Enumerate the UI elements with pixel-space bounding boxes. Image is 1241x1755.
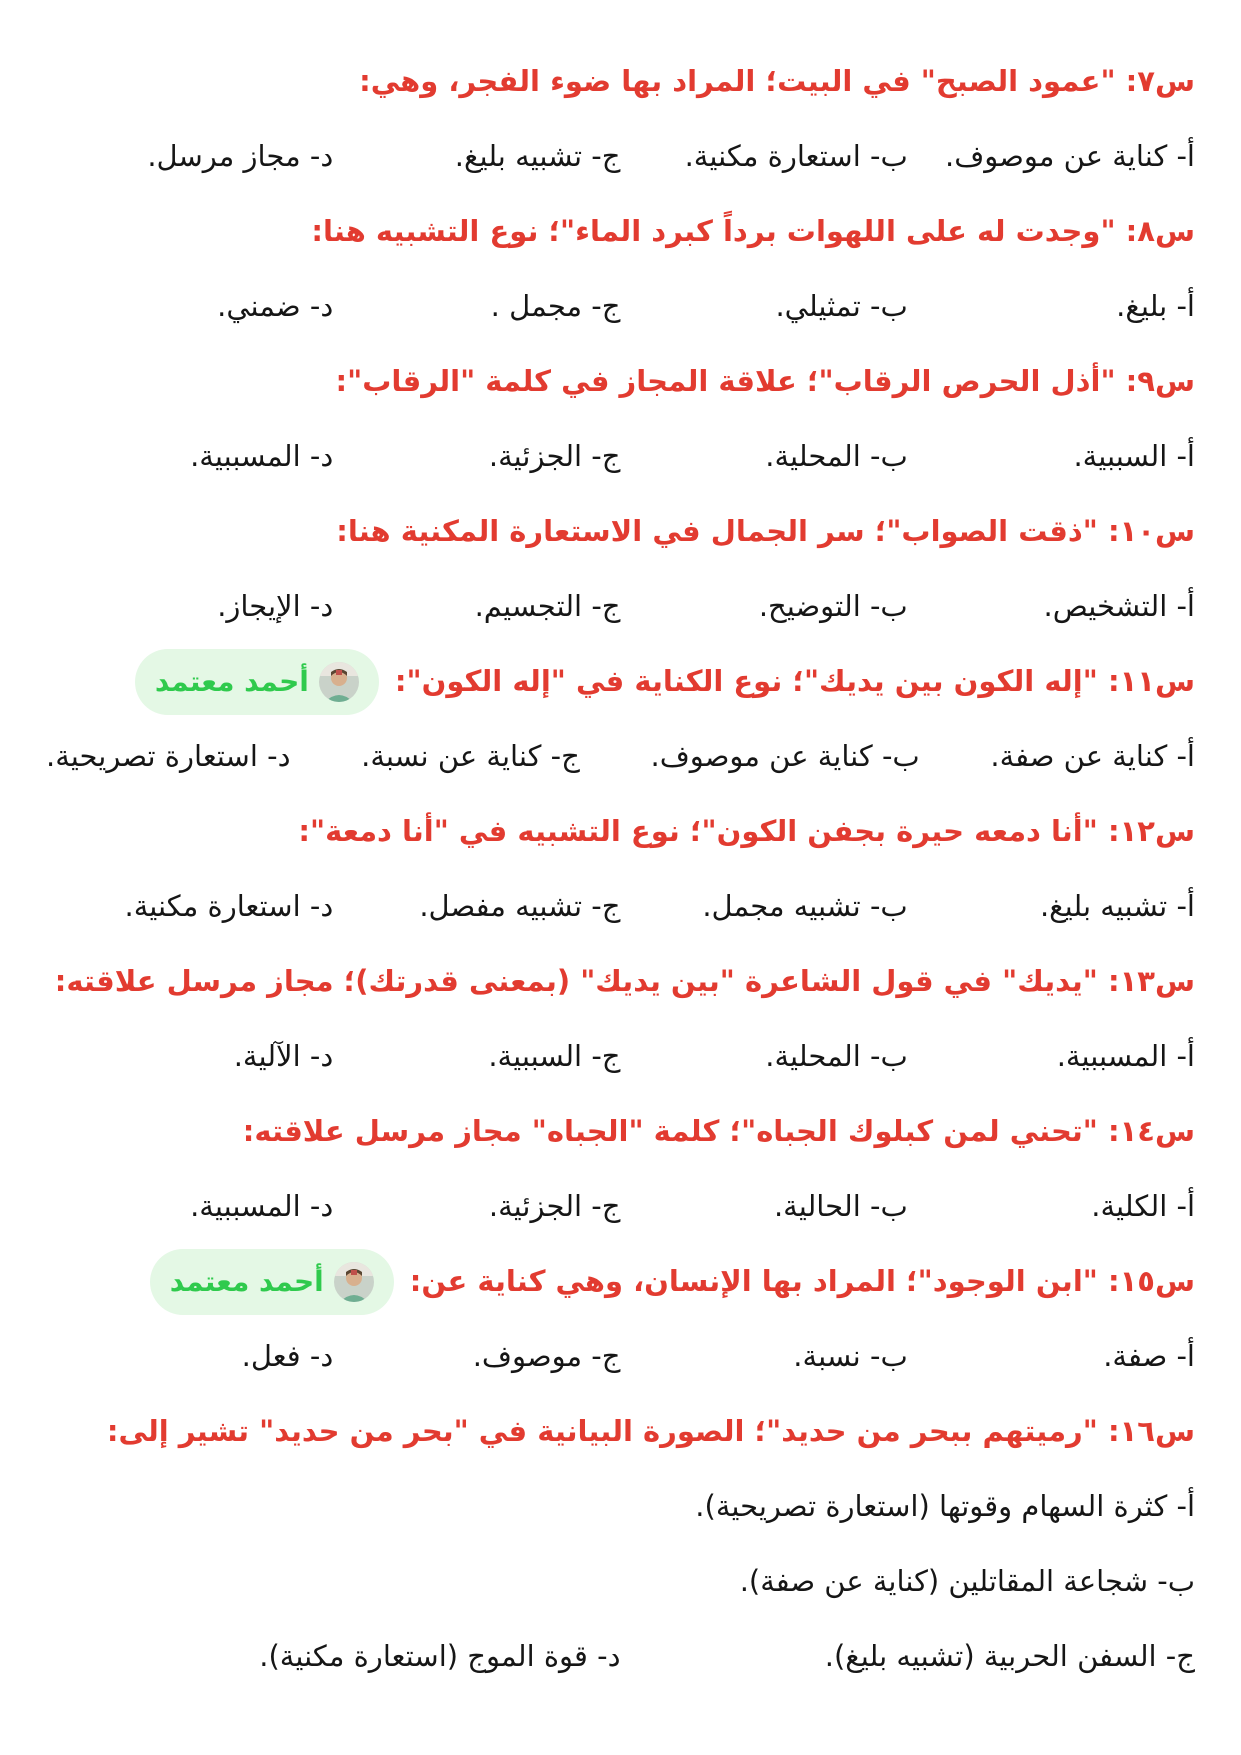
question-block-11 — [46, 644, 1195, 794]
option-d: د- استعارة تصريحية. — [46, 738, 291, 773]
options-row — [46, 269, 1195, 344]
options-row — [46, 119, 1195, 194]
options-row — [46, 1469, 1195, 1544]
person-avatar-icon — [319, 662, 359, 702]
options-row — [46, 1169, 1195, 1244]
question-heading: س١٢: "أنا دمعه حيرة بجفن الكون"؛ نوع التشبيه في "أنا دمعة": — [298, 813, 1195, 848]
question-heading: س١٣: "يديك" في قول الشاعرة "بين يديك" (بمعنى قدرتك)؛ مجاز مرسل علاقته: — [54, 963, 1195, 998]
approved-badge-label: أحمد معتمد — [169, 1264, 324, 1298]
option-a: أ- صفة. — [1103, 1338, 1195, 1373]
option-c: ج- تشبيه بليغ. — [454, 138, 621, 173]
question-block-15 — [46, 1244, 1195, 1394]
options-row — [46, 1019, 1195, 1094]
option-c: ج- مجمل . — [490, 288, 621, 323]
option-a: أ- بليغ. — [1116, 288, 1195, 323]
option-d: د- استعارة مكنية. — [124, 888, 334, 923]
options-row — [46, 719, 1195, 794]
option-d: د- المسببية. — [190, 438, 334, 473]
option-c: ج- التجسيم. — [474, 588, 621, 623]
options-row — [46, 1619, 1195, 1694]
option-b: ب- المحلية. — [765, 438, 908, 473]
option-a: أ- كناية عن موصوف. — [945, 138, 1195, 173]
option-d: د- المسببية. — [190, 1188, 334, 1223]
question-heading: س١٠: "ذقت الصواب"؛ سر الجمال في الاستعارة المكنية هنا: — [336, 513, 1195, 548]
question-heading: س٩: "أذل الحرص الرقاب"؛ علاقة المجاز في كلمة "الرقاب": — [335, 363, 1195, 398]
option-d: د- الإيجاز. — [217, 588, 334, 623]
option-d: د- قوة الموج (استعارة مكنية). — [259, 1638, 621, 1673]
option-b: ب- استعارة مكنية. — [684, 138, 908, 173]
option-b: ب- كناية عن موصوف. — [650, 738, 920, 773]
question-block-10 — [46, 494, 1195, 644]
approved-badge — [150, 1249, 394, 1315]
approved-badge-label: أحمد معتمد — [154, 664, 309, 698]
option-a: أ- المسببية. — [1056, 1038, 1195, 1073]
option-d: د- مجاز مرسل. — [147, 138, 334, 173]
option-a: أ- التشخيص. — [1043, 588, 1195, 623]
question-heading: س١٥: "ابن الوجود"؛ المراد بها الإنسان، وهي كناية عن: — [409, 1263, 1195, 1298]
option-b: ب- شجاعة المقاتلين (كناية عن صفة). — [739, 1563, 1195, 1598]
question-block-9 — [46, 344, 1195, 494]
option-d: د- فعل. — [241, 1338, 334, 1373]
question-heading: س١١: "إله الكون بين يديك"؛ نوع الكناية في "إله الكون": — [394, 663, 1195, 698]
question-heading: س٧: "عمود الصبح" في البيت؛ المراد بها ضوء الفجر، وهي: — [359, 63, 1195, 98]
option-b: ب- المحلية. — [765, 1038, 908, 1073]
option-b: ب- الحالية. — [773, 1188, 908, 1223]
option-b: ب- التوضيح. — [758, 588, 908, 623]
question-heading: س١٦: "رميتهم ببحر من حديد"؛ الصورة البيانية في "بحر من حديد" تشير إلى: — [106, 1413, 1195, 1448]
option-d: د- الآلية. — [233, 1038, 334, 1073]
option-c: ج- الجزئية. — [488, 438, 621, 473]
option-c: ج- الجزئية. — [488, 1188, 621, 1223]
options-row — [46, 869, 1195, 944]
option-c: ج- السفن الحربية (تشبيه بليغ). — [824, 1638, 1195, 1673]
question-heading: س٨: "وجدت له على اللهوات برداً كبرد الماء"؛ نوع التشبيه هنا: — [311, 213, 1195, 248]
option-b: ب- تشبيه مجمل. — [702, 888, 908, 923]
question-block-8 — [46, 194, 1195, 344]
option-a: أ- السببية. — [1073, 438, 1195, 473]
question-block-7 — [46, 44, 1195, 194]
person-avatar-icon — [334, 1262, 374, 1302]
option-a: أ- الكلية. — [1091, 1188, 1195, 1223]
option-c: ج- تشبيه مفصل. — [419, 888, 621, 923]
option-d: د- ضمني. — [217, 288, 334, 323]
options-row — [46, 1319, 1195, 1394]
option-c: ج- السببية. — [488, 1038, 621, 1073]
question-block-16 — [46, 1394, 1195, 1694]
option-a: أ- كثرة السهام وقوتها (استعارة تصريحية). — [695, 1488, 1195, 1523]
approved-badge — [135, 649, 379, 715]
option-b: ب- تمثيلي. — [775, 288, 908, 323]
option-c: ج- موصوف. — [472, 1338, 621, 1373]
question-heading: س١٤: "تحني لمن كبلوك الجباه"؛ كلمة "الجباه" مجاز مرسل علاقته: — [242, 1113, 1195, 1148]
options-row — [46, 569, 1195, 644]
options-row — [46, 419, 1195, 494]
option-a: أ- تشبيه بليغ. — [1039, 888, 1195, 923]
question-block-12 — [46, 794, 1195, 944]
question-block-14 — [46, 1094, 1195, 1244]
option-b: ب- نسبة. — [793, 1338, 908, 1373]
options-row — [46, 1544, 1195, 1619]
option-c: ج- كناية عن نسبة. — [361, 738, 580, 773]
question-block-13 — [46, 944, 1195, 1094]
option-a: أ- كناية عن صفة. — [990, 738, 1195, 773]
